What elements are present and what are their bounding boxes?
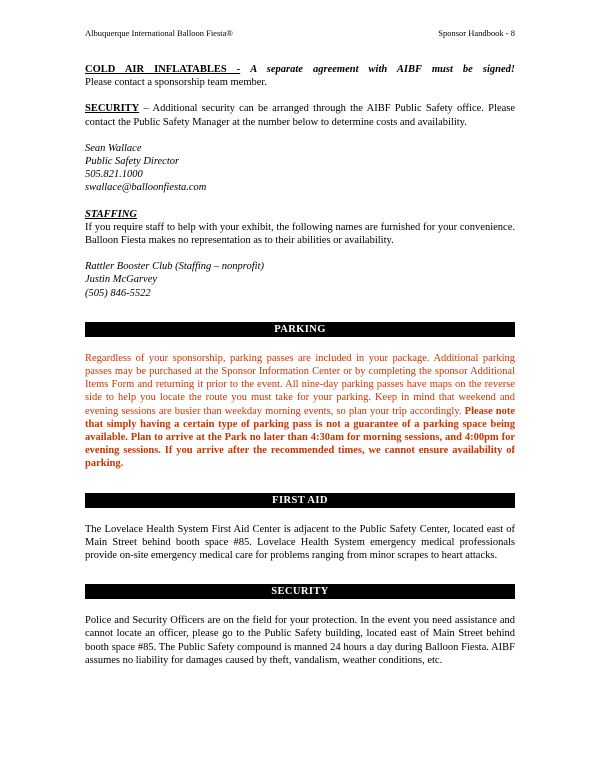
staffing-contact-org: Rattler Booster Club (Staffing – nonprofit) [85,261,264,273]
header-left-text: Albuquerque International Balloon Fiesta® [85,28,233,38]
first-aid-section-bar: FIRST AID [85,493,515,508]
staffing-contact-phone: (505) 846-5522 [85,287,151,299]
document-body [85,63,515,667]
security-arrangement-body: – Additional security can be arranged through the AIBF Public Safety office. Please contact the Public Safety Manager at the number below to determine costs and availability. [85,103,516,128]
parking-body-regular: Regardless of your sponsorship, parking passes are included in your package. Additional parking passes may be purchased at the Sponsor Information Center or by completing the sponsor Additional Items Form and returning it prior to the event. All nine-day parking passes have maps on the reverse side to help you locate the route you must take for your parking. Keep in mind that weekend and evening sessions are busier than weekday morning events, so plan your trip accordingly. [85,352,515,417]
header-right-text: Sponsor Handbook - 8 [438,28,515,38]
first-aid-paragraph: The Lovelace Health System First Aid Center is adjacent to the Public Safety Center, located east of Main Street behind booth space #85. Lovelace Health System emergency medical professionals provide on-site emergency medical care for problems ranging from minor scrapes to heart attacks. [85,523,515,562]
security-arrangement-heading: SECURITY [85,103,140,115]
staffing-heading: STAFFING [85,208,137,220]
staffing-contact-block [85,260,515,300]
security-paragraph: Police and Security Officers are on the field for your protection. In the event you need assistance and cannot locate an officer, please go to the Public Safety building, located east of Main Street behind booth space #85. The Public Safety compound is manned 24 hours a day during Balloon Fiesta. AIBF assumes no liability for damages caused by theft, vandalism, weather conditions, etc. [85,615,515,666]
contact-email: swallace@balloonfiesta.com [85,182,207,194]
staffing-section [85,208,515,300]
page-header [85,28,515,39]
security-section-bar: SECURITY [85,584,515,599]
cold-air-notice: A separate agreement with AIBF must be signed! [250,64,515,75]
cold-air-heading-line [85,63,515,76]
staffing-contact-name: Justin McGarvey [85,274,158,286]
cold-air-section [85,63,515,89]
public-safety-contact-block [85,142,515,195]
contact-phone: 505.821.1000 [85,169,143,181]
parking-body-bold: Please note that simply having a certain type of parking pass is not a guarantee of a parking space being available. Plan to arrive at the Park no later than 4:30am for morning sessions, and 4:00pm for evening sessions. If you arrive after the recommended times, we cannot ensure availability of parking. [85,405,515,470]
staffing-body: If you require staff to help with your exhibit, the following names are furnished for your convenience. Balloon Fiesta makes no representation as to their abilities or availability. [85,221,515,247]
parking-section-bar: PARKING [85,322,515,337]
contact-title: Public Safety Director [85,156,180,168]
cold-air-heading: COLD AIR INFLATABLES - [85,64,241,75]
parking-paragraph [85,352,515,471]
contact-name: Sean Wallace [85,142,142,154]
cold-air-body: Please contact a sponsorship team member. [85,77,267,89]
security-arrangement-paragraph [85,102,515,128]
